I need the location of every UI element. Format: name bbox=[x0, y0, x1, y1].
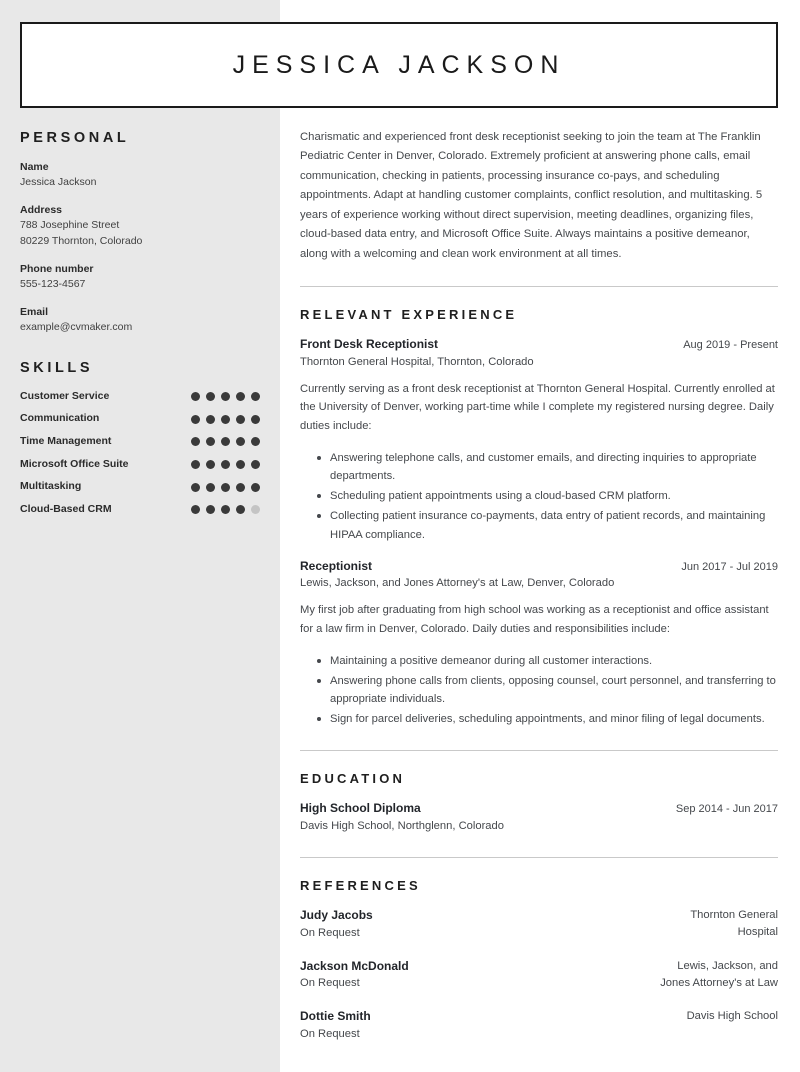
professional-summary: Charismatic and experienced front desk receptionist seeking to join the team at The Franklin Pediatric Center in Denver, Colorado. Extremely proficient at answering phone calls, email communication, checking in patients, processing insurance co-pays, and scheduling appointments. Adapt at handling customer complaints, conflict resolution, and multitasking. 5 years of experience working without direct supervision, meeting deadlines, organizing files, cloud-based data entry, and Microsoft Office Suite. Always maintains a positive demeanor, along with a welcoming and clean work environment at all times. bbox=[300, 131, 763, 260]
skill-row bbox=[20, 458, 260, 472]
rating-dot-filled-icon bbox=[191, 460, 200, 469]
entry-bullet-list bbox=[300, 652, 778, 729]
skill-rating-dots bbox=[191, 505, 260, 514]
skill-label: Multitasking bbox=[20, 480, 82, 493]
references-section-heading: REFERENCES bbox=[300, 878, 421, 894]
rating-dot-filled-icon bbox=[191, 505, 200, 514]
rating-dot-filled-icon bbox=[251, 392, 260, 401]
divider-above-experience bbox=[300, 286, 778, 287]
experience-section-heading: RELEVANT EXPERIENCE bbox=[300, 306, 518, 322]
skill-rating-dots bbox=[191, 415, 260, 424]
field-value-line1: 788 Josephine Street bbox=[20, 219, 120, 232]
entry-date-range: Sep 2014 - Jun 2017 bbox=[675, 803, 778, 816]
rating-dot-filled-icon bbox=[221, 505, 230, 514]
skill-rating-dots bbox=[191, 483, 260, 492]
entry-date-range: Aug 2019 - Present bbox=[683, 338, 778, 351]
personal-field-phone bbox=[20, 262, 260, 293]
skill-row bbox=[20, 503, 260, 517]
reference-name: Judy Jacobs bbox=[300, 908, 373, 923]
entry-header bbox=[300, 800, 778, 817]
skills-section-heading: SKILLS bbox=[20, 359, 94, 376]
rating-dot-filled-icon bbox=[206, 392, 215, 401]
entry-description: Currently serving as a front desk receptionist at Thornton General Hospital. Currently enrolled at the University of Denver, working part-time while I complete my registered nursing degree. Daily duties include: bbox=[300, 382, 775, 433]
reference-row bbox=[300, 907, 778, 942]
skill-label: Cloud-Based CRM bbox=[20, 502, 112, 515]
field-value: Jessica Jackson bbox=[20, 176, 97, 189]
rating-dot-filled-icon bbox=[191, 483, 200, 492]
field-label: Name bbox=[20, 161, 49, 173]
skill-row bbox=[20, 390, 260, 404]
reference-row bbox=[300, 1008, 778, 1043]
rating-dot-filled-icon bbox=[206, 437, 215, 446]
personal-field-name bbox=[20, 160, 260, 191]
reference-status: On Request bbox=[300, 926, 360, 939]
skill-row bbox=[20, 480, 260, 494]
entry-title: Receptionist bbox=[300, 558, 373, 573]
bullet-item: Answering telephone calls, and customer emails, and directing inquiries to appropriate departments. bbox=[317, 449, 778, 485]
reference-organization: Thornton General Hospital bbox=[690, 909, 778, 939]
rating-dot-filled-icon bbox=[236, 505, 245, 514]
rating-dot-filled-icon bbox=[191, 392, 200, 401]
skill-rating-dots bbox=[191, 392, 260, 401]
rating-dot-filled-icon bbox=[206, 415, 215, 424]
rating-dot-filled-icon bbox=[221, 392, 230, 401]
skill-label: Time Management bbox=[20, 434, 112, 447]
reference-name: Jackson McDonald bbox=[300, 958, 409, 973]
personal-field-email bbox=[20, 305, 260, 336]
skill-row bbox=[20, 435, 260, 449]
field-value-line2: 80229 Thornton, Colorado bbox=[20, 234, 143, 247]
entry-header bbox=[300, 558, 778, 575]
field-value: example@cvmaker.com bbox=[20, 320, 133, 333]
bullet-item: Collecting patient insurance co-payments, data entry of patient records, and maintaining HIPAA compliance. bbox=[317, 507, 778, 543]
skill-label: Customer Service bbox=[20, 389, 110, 402]
reference-left bbox=[300, 958, 642, 993]
entry-date-range: Jun 2017 - Jul 2019 bbox=[681, 560, 778, 573]
skills-list bbox=[20, 390, 260, 517]
sidebar bbox=[0, 108, 280, 525]
entry-header bbox=[300, 336, 778, 353]
main-content bbox=[300, 128, 778, 1059]
bullet-item: Scheduling patient appointments using a cloud-based CRM platform. bbox=[317, 487, 778, 505]
rating-dot-filled-icon bbox=[236, 460, 245, 469]
entry-title: High School Diploma bbox=[300, 801, 421, 816]
rating-dot-filled-icon bbox=[251, 483, 260, 492]
rating-dot-filled-icon bbox=[221, 415, 230, 424]
entry-bullet-list bbox=[300, 449, 778, 544]
field-label: Phone number bbox=[20, 262, 94, 275]
bullet-item: Sign for parcel deliveries, scheduling appointments, and minor filing of legal documents. bbox=[317, 710, 778, 728]
divider-above-references bbox=[300, 857, 778, 858]
personal-section-heading: PERSONAL bbox=[20, 130, 130, 146]
rating-dot-filled-icon bbox=[191, 415, 200, 424]
rating-dot-empty-icon bbox=[251, 505, 260, 514]
entry-subtitle: Thornton General Hospital, Thornton, Colorado bbox=[300, 355, 534, 368]
rating-dot-filled-icon bbox=[236, 415, 245, 424]
rating-dot-filled-icon bbox=[221, 437, 230, 446]
field-label: Email bbox=[20, 305, 49, 318]
skill-rating-dots bbox=[191, 437, 260, 446]
rating-dot-filled-icon bbox=[236, 483, 245, 492]
rating-dot-filled-icon bbox=[206, 460, 215, 469]
experience-entry bbox=[300, 558, 778, 729]
rating-dot-filled-icon bbox=[251, 437, 260, 446]
field-label: Address bbox=[20, 203, 63, 216]
skill-rating-dots bbox=[191, 460, 260, 469]
reference-left bbox=[300, 907, 642, 942]
skill-row bbox=[20, 412, 260, 426]
rating-dot-filled-icon bbox=[251, 415, 260, 424]
experience-entry bbox=[300, 336, 778, 544]
page-title: JESSICA JACKSON bbox=[232, 50, 566, 79]
reference-status: On Request bbox=[300, 977, 360, 990]
bullet-item: Answering phone calls from clients, opposing counsel, court personnel, and transferring to appropriate individuals. bbox=[317, 672, 778, 708]
name-header-box bbox=[20, 22, 778, 108]
rating-dot-filled-icon bbox=[221, 483, 230, 492]
experience-entry bbox=[300, 800, 778, 835]
references-list bbox=[300, 907, 778, 1043]
rating-dot-filled-icon bbox=[251, 460, 260, 469]
personal-field-address bbox=[20, 203, 260, 250]
entry-subtitle: Davis High School, Northglenn, Colorado bbox=[300, 820, 504, 833]
divider-above-education bbox=[300, 750, 778, 751]
rating-dot-filled-icon bbox=[221, 460, 230, 469]
reference-organization: Davis High School bbox=[686, 1010, 778, 1023]
field-value: 555-123-4567 bbox=[20, 277, 86, 290]
education-list bbox=[300, 800, 778, 835]
bullet-item: Maintaining a positive demeanor during all customer interactions. bbox=[317, 652, 778, 670]
entry-title: Front Desk Receptionist bbox=[300, 336, 439, 351]
reference-row bbox=[300, 958, 778, 993]
skill-label: Communication bbox=[20, 412, 100, 425]
education-section-heading: EDUCATION bbox=[300, 771, 406, 787]
rating-dot-filled-icon bbox=[191, 437, 200, 446]
skill-label: Microsoft Office Suite bbox=[20, 457, 129, 470]
reference-name: Dottie Smith bbox=[300, 1009, 371, 1024]
experience-list bbox=[300, 336, 778, 729]
rating-dot-filled-icon bbox=[206, 483, 215, 492]
reference-left bbox=[300, 1008, 642, 1043]
entry-description: My first job after graduating from high school was working as a receptionist and office assistant for a law firm in Denver, Colorado. Daily duties and responsibilities include: bbox=[300, 604, 769, 636]
rating-dot-filled-icon bbox=[206, 505, 215, 514]
rating-dot-filled-icon bbox=[236, 392, 245, 401]
rating-dot-filled-icon bbox=[236, 437, 245, 446]
entry-subtitle: Lewis, Jackson, and Jones Attorney's at Law, Denver, Colorado bbox=[300, 577, 615, 590]
reference-status: On Request bbox=[300, 1028, 360, 1041]
reference-organization: Lewis, Jackson, and Jones Attorney's at Law bbox=[660, 959, 778, 989]
